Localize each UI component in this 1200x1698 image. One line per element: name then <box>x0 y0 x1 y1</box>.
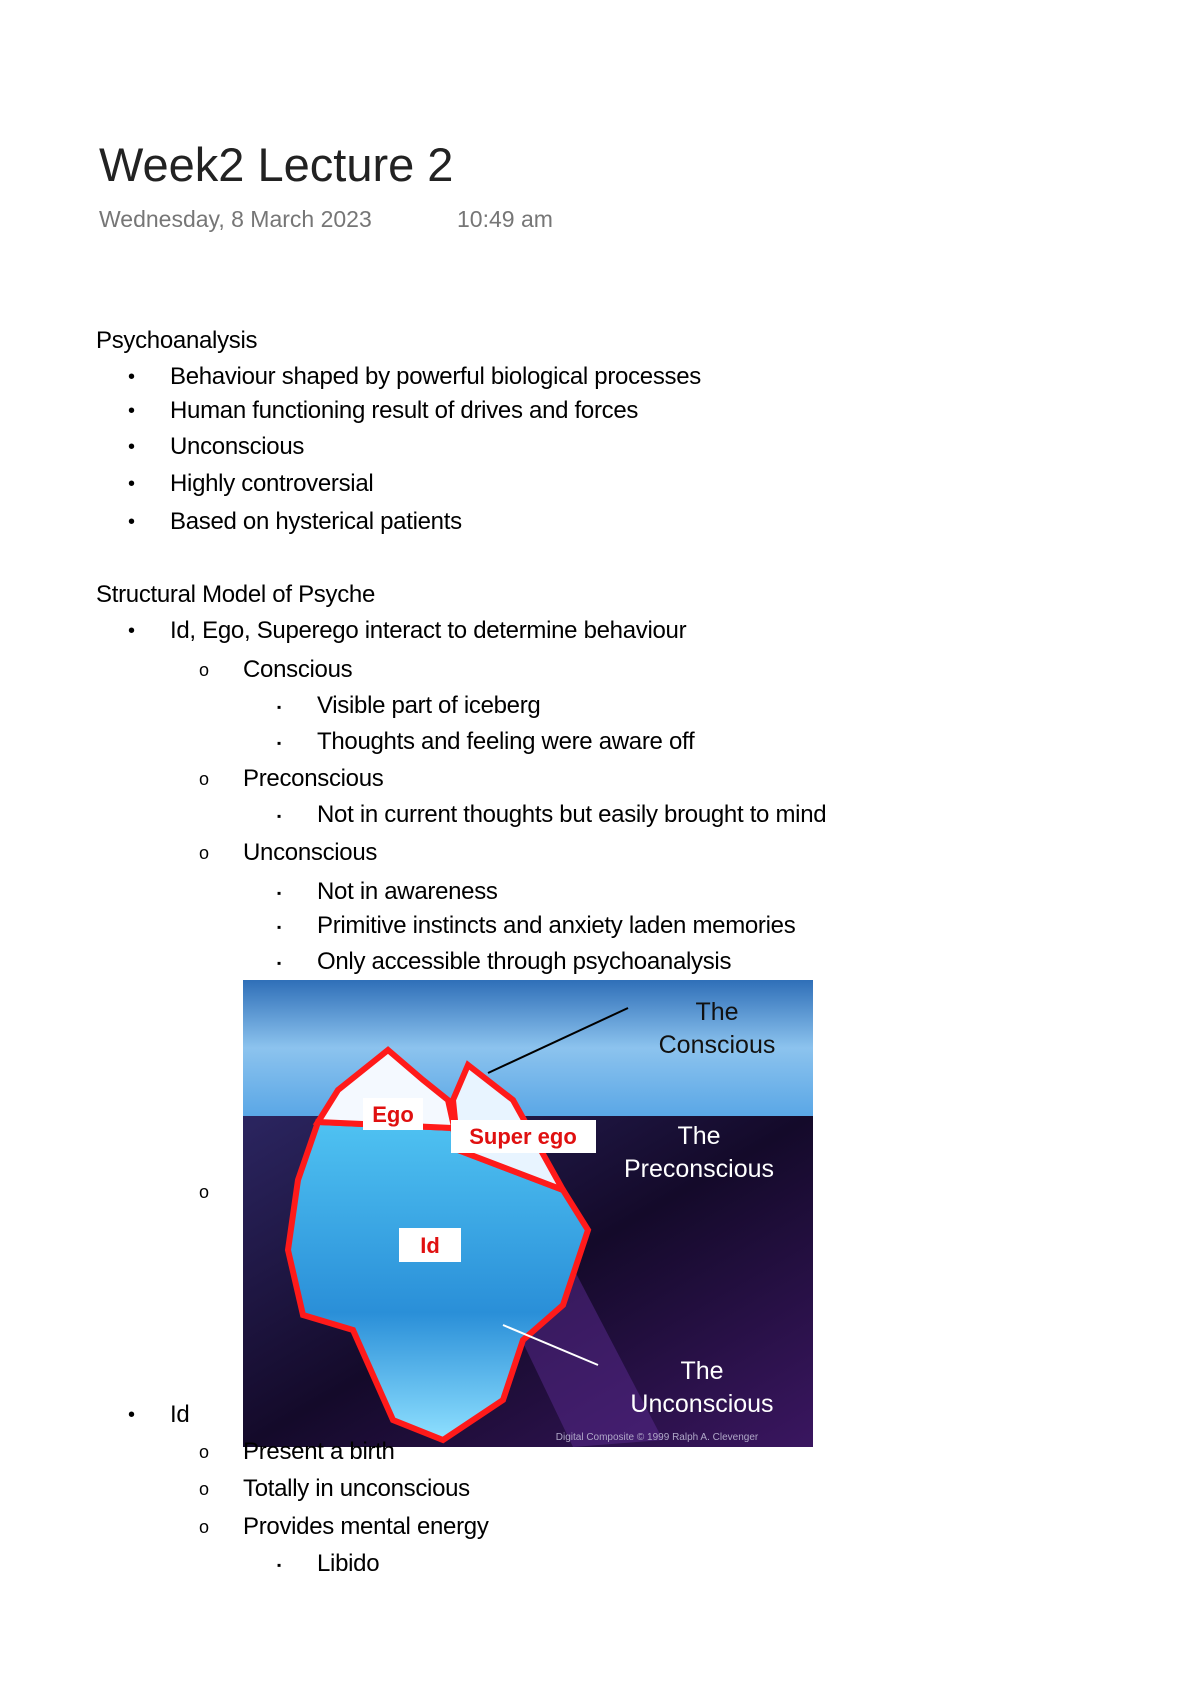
preconscious-the: The <box>677 1122 721 1150</box>
square-bullet-icon: ▪ <box>277 700 281 714</box>
circle-bullet-icon: o <box>199 1479 209 1499</box>
square-bullet-icon: ▪ <box>277 809 281 823</box>
unconscious-the: The <box>680 1357 724 1385</box>
page-time: 10:49 am <box>457 206 553 232</box>
list-item: Provides mental energy <box>243 1513 489 1540</box>
list-item: Unconscious <box>243 839 378 866</box>
image-credit: Digital Composite © 1999 Ralph A. Clevenger <box>555 1432 759 1443</box>
list-item: Not in awareness <box>317 878 498 905</box>
list-item: Id <box>170 1401 190 1428</box>
bullet-icon: • <box>128 400 135 422</box>
page-title: Week2 Lecture 2 <box>99 138 454 191</box>
unconscious-label: Unconscious <box>630 1390 774 1418</box>
list-item: Present a birth <box>243 1438 395 1465</box>
circle-bullet-icon: o <box>199 843 209 863</box>
square-bullet-icon: ▪ <box>277 956 281 970</box>
bullet-icon: • <box>128 473 135 495</box>
id-label: Id <box>420 1233 440 1258</box>
list-item: Preconscious <box>243 765 384 792</box>
square-bullet-icon: ▪ <box>277 920 281 934</box>
ego-label: Ego <box>372 1102 414 1127</box>
superego-label: Super ego <box>469 1124 577 1149</box>
bullet-icon: • <box>128 620 135 642</box>
square-bullet-icon: ▪ <box>277 736 281 750</box>
circle-bullet-icon: o <box>199 769 209 789</box>
conscious-label: Conscious <box>658 1031 776 1059</box>
bullet-icon: • <box>128 1404 135 1426</box>
circle-bullet-icon: o <box>199 1182 209 1202</box>
section-heading-psychoanalysis: Psychoanalysis <box>96 327 258 354</box>
circle-bullet-icon: o <box>199 1517 209 1537</box>
square-bullet-icon: ▪ <box>277 1558 281 1572</box>
list-item: Based on hysterical patients <box>170 508 462 535</box>
circle-bullet-icon: o <box>199 660 209 680</box>
iceberg-diagram <box>243 980 813 1447</box>
list-item: Libido <box>317 1550 380 1577</box>
list-item: Visible part of iceberg <box>317 692 541 719</box>
conscious-the: The <box>695 998 739 1026</box>
list-item: Human functioning result of drives and forces <box>170 397 639 424</box>
bullet-icon: • <box>128 366 135 388</box>
list-item: Primitive instincts and anxiety laden memories <box>317 912 796 939</box>
preconscious-label: Preconscious <box>623 1155 775 1183</box>
list-item: Only accessible through psychoanalysis <box>317 948 732 975</box>
section-heading-structural: Structural Model of Psyche <box>96 581 375 608</box>
list-item: Unconscious <box>170 433 305 460</box>
circle-bullet-icon: o <box>199 1442 209 1462</box>
bullet-icon: • <box>128 436 135 458</box>
list-item: Thoughts and feeling were aware off <box>317 728 695 755</box>
list-item: Conscious <box>243 656 353 683</box>
page-date: Wednesday, 8 March 2023 <box>99 206 372 232</box>
list-item: Behaviour shaped by powerful biological processes <box>170 363 701 390</box>
bullet-icon: • <box>128 511 135 533</box>
list-item: Totally in unconscious <box>243 1475 470 1502</box>
list-item: Id, Ego, Superego interact to determine behaviour <box>170 617 687 644</box>
list-item: Not in current thoughts but easily brought to mind <box>317 801 827 828</box>
square-bullet-icon: ▪ <box>277 886 281 900</box>
list-item: Highly controversial <box>170 470 374 497</box>
